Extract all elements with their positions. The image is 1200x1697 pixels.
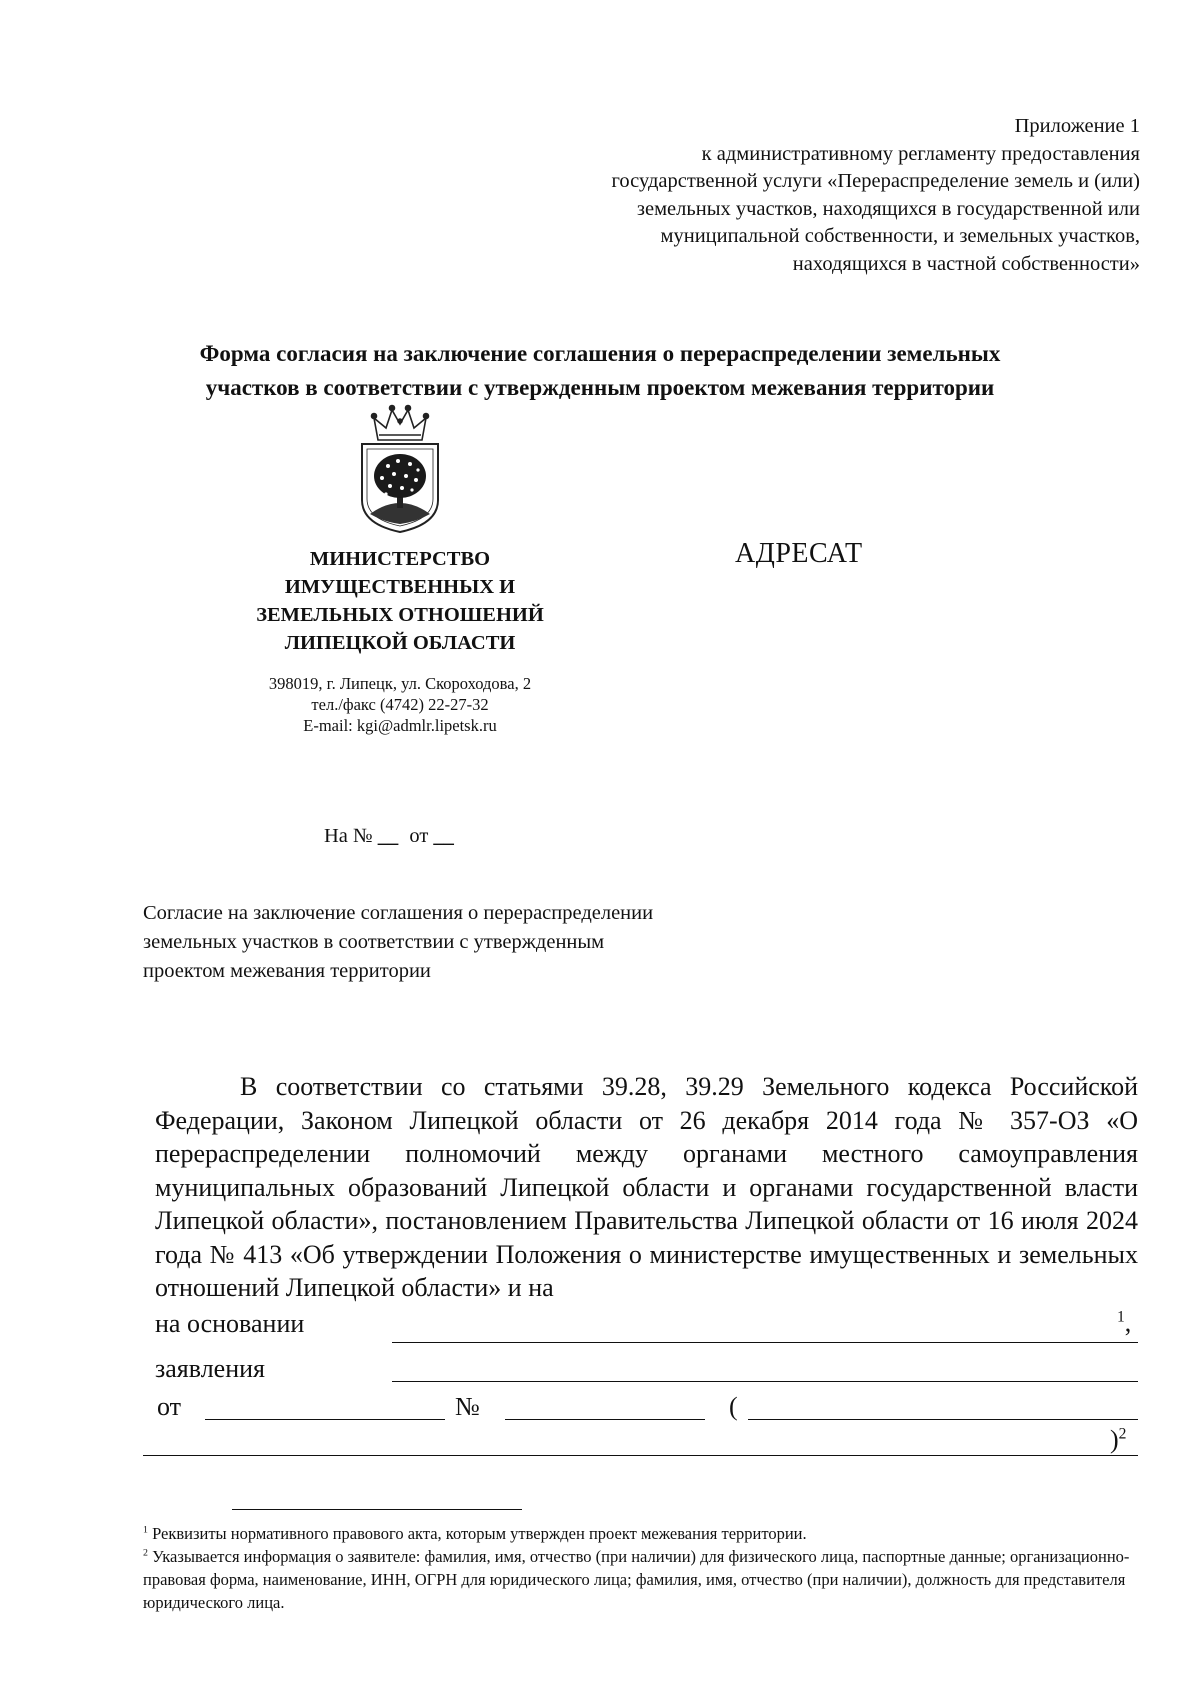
reference-date-label: от <box>409 825 429 847</box>
footnotes <box>143 1522 1143 1614</box>
reference-number-blank[interactable]: __ <box>377 825 399 847</box>
subject-block <box>143 899 653 986</box>
ministry-address: 398019, г. Липецк, ул. Скороходова, 2 <box>268 674 532 693</box>
number-input-line[interactable] <box>505 1419 705 1420</box>
appendix-line: Приложение 1 <box>1014 115 1140 137</box>
reference-line <box>324 825 454 848</box>
from-label: от <box>157 1392 182 1421</box>
applicant-input-line[interactable] <box>748 1419 1138 1420</box>
footnote-1 <box>143 1522 1143 1545</box>
ministry-name-line: ИМУЩЕСТВЕННЫХ И <box>284 576 516 598</box>
basis-input-line[interactable] <box>392 1342 1138 1343</box>
ministry-email: E-mail: kgi@admlr.lipetsk.ru <box>303 716 497 735</box>
ministry-contacts <box>230 673 570 736</box>
lipetsk-coat-of-arms-icon <box>352 404 448 534</box>
appendix-line: муниципальной собственности, и земельных участков, <box>660 225 1140 247</box>
reference-date-blank[interactable]: __ <box>433 825 454 847</box>
date-input-line[interactable] <box>205 1419 445 1420</box>
appendix-line: находящихся в частной собственности» <box>792 252 1140 275</box>
footnote-ref: 1 <box>1117 1308 1125 1326</box>
footnote-text: Указывается информация о заявителе: фамилия, имя, отчество (при наличии) для физического лица, паспортные данные; организационно-правовая форма, наименование, ИНН, ОГРН для юридического лица; фамилия, имя, отчество (при наличии), должность для представителя юридического лица. <box>143 1547 1130 1612</box>
body-text: В соответствии со статьями 39.28, 39.29 Земельного кодекса Российской Федерации, Законом Липецкой области от 26 декабря 2014 года № 357-ОЗ «О перераспределении полномочий между органами местного самоуправления муниципальных образований Липецкой области и органами государственной власти Липецкой области», постановлением Правительства Липецкой области от 16 июля 2024 года № 413 «Об утверждении Положения о министерстве имущественных и земельных отношений Липецкой области» и на <box>155 1072 1138 1302</box>
appendix-line: земельных участков, находящихся в государственной или <box>636 197 1140 220</box>
number-label: № <box>455 1392 480 1421</box>
ministry-phone: тел./факс (4742) 22-27-32 <box>311 695 489 714</box>
form-title <box>60 337 1140 405</box>
subject-line: земельных участков в соответствии с утвержденным <box>143 931 605 953</box>
form-title-line: участков в соответствии с утвержденным проектом межевания территории <box>205 375 995 400</box>
application-input-line[interactable] <box>392 1381 1138 1382</box>
ministry-name-line: ЛИПЕЦКОЙ ОБЛАСТИ <box>284 632 516 654</box>
subject-line: Согласие на заключение соглашения о перераспределении <box>143 902 654 924</box>
basis-label: на основании <box>155 1309 305 1338</box>
form-title-line: Форма согласия на заключение соглашения о перераспределении земельных <box>199 341 1001 366</box>
footnote-text: Реквизиты нормативного правового акта, которым утвержден проект межевания территории. <box>152 1524 807 1543</box>
basis-footnote <box>1117 1308 1131 1338</box>
ministry-name-line: ЗЕМЕЛЬНЫХ ОТНОШЕНИЙ <box>256 604 544 626</box>
applicant-input-line-2[interactable] <box>143 1455 1138 1456</box>
footnote-mark: 1 <box>143 1524 148 1536</box>
ministry-name <box>230 545 570 657</box>
addressee: АДРЕСАТ <box>735 538 863 569</box>
reference-prefix: На № <box>324 825 373 847</box>
footnote-2 <box>143 1545 1143 1614</box>
footnote-ref: 2 <box>1118 1425 1127 1443</box>
close-paren: ) <box>1110 1425 1119 1454</box>
ministry-name-line: МИНИСТЕРСТВО <box>309 548 491 570</box>
application-label: заявления <box>155 1354 266 1383</box>
appendix-header <box>440 113 1140 278</box>
footnote-separator <box>232 1509 522 1510</box>
comma: , <box>1124 1308 1132 1337</box>
open-paren: ( <box>729 1392 738 1421</box>
footnote-mark: 2 <box>143 1547 148 1559</box>
close-paren-footnote <box>1110 1425 1126 1455</box>
appendix-line: государственной услуги «Перераспределение земель и (или) <box>611 170 1140 192</box>
body-paragraph <box>155 1070 1138 1305</box>
subject-line: проектом межевания территории <box>143 960 431 982</box>
appendix-line: к административному регламенту предоставления <box>701 142 1140 165</box>
